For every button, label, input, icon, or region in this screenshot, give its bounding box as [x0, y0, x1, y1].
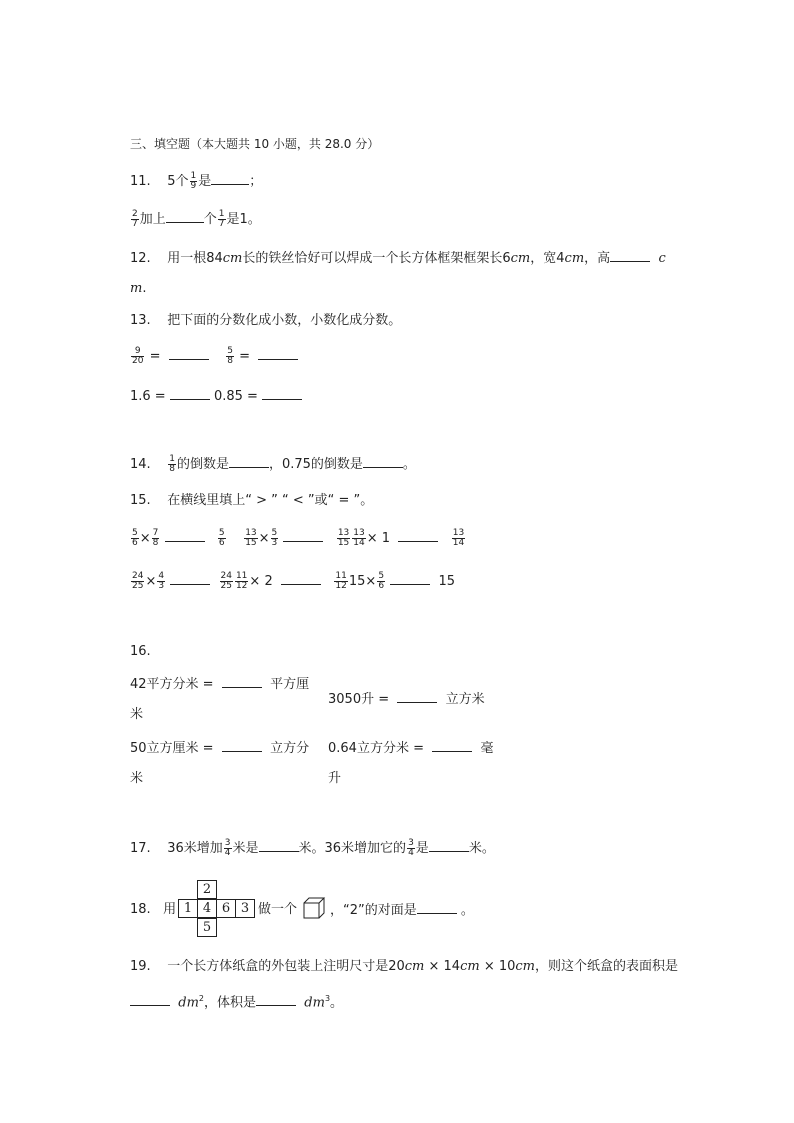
fraction: $\frac{5}{3}$: [271, 528, 278, 548]
question-16-r1-left-wrap: 米: [130, 707, 144, 722]
equals-sign: =: [239, 349, 251, 364]
text: 。: [460, 903, 474, 918]
question-number: 14.: [130, 457, 151, 472]
fraction: $\frac{11}{12}$: [335, 571, 347, 591]
question-11-line-2: [130, 210, 261, 229]
text: 3050升 =: [328, 692, 390, 707]
text: 立方分: [270, 741, 310, 756]
text: 0.64立方分米 =: [328, 741, 424, 756]
text: 5个: [167, 174, 189, 189]
answer-blank[interactable]: [170, 387, 210, 400]
question-17: [130, 839, 495, 858]
answer-blank[interactable]: [211, 172, 249, 185]
text: 加上: [139, 212, 166, 227]
net-cell: 1: [178, 899, 198, 918]
answer-blank[interactable]: [166, 210, 204, 223]
question-number: 12.: [130, 251, 151, 266]
question-number: 18.: [130, 902, 151, 917]
unit: m: [130, 281, 143, 296]
answer-blank[interactable]: [229, 455, 269, 468]
question-number: 17.: [130, 841, 151, 856]
question-number: 15.: [130, 493, 151, 508]
unit: cm: [564, 251, 585, 266]
text: 1: [381, 531, 391, 546]
text: 平方厘: [270, 677, 310, 692]
text: 。: [402, 457, 416, 472]
question-19-line-2: [130, 990, 343, 1012]
times-sign: ×: [366, 531, 378, 546]
text: 用一根84: [167, 251, 223, 266]
question-number: 19.: [130, 959, 151, 974]
answer-blank[interactable]: [429, 839, 469, 852]
question-16-r2-left-wrap: 米: [130, 771, 144, 786]
unit: cm: [510, 251, 531, 266]
text: .: [142, 281, 147, 296]
fraction: $\frac{3}{4}$: [408, 838, 414, 858]
unit: cm: [222, 251, 243, 266]
fraction: $\frac{5}{6}$: [132, 528, 138, 548]
text: 15: [348, 574, 366, 589]
answer-blank[interactable]: [397, 690, 437, 703]
question-12-line-2: [130, 280, 146, 298]
section-header: 三、填空题（本大题共 10 小题，共 28.0 分）: [130, 137, 380, 151]
text: 0.85 =: [213, 389, 258, 404]
answer-blank[interactable]: [170, 572, 210, 585]
answer-blank[interactable]: [256, 993, 296, 1006]
answer-blank[interactable]: [610, 249, 650, 262]
fraction: $\frac{24}{25}$: [132, 571, 144, 591]
text: 长的铁丝恰好可以焊成一个长方体框架框架长6: [242, 251, 511, 266]
answer-blank[interactable]: [390, 572, 430, 585]
fraction: $\frac{13}{14}$: [353, 528, 365, 548]
question-number: 11.: [130, 174, 151, 189]
text: 2: [264, 574, 273, 589]
fraction: $\frac{4}{3}$: [158, 571, 165, 591]
question-16-r2-left: [130, 739, 309, 758]
unit: c: [658, 251, 666, 266]
unit: cm: [515, 959, 535, 974]
question-12-line-1: [130, 249, 666, 268]
times-sign: ×: [145, 574, 157, 589]
answer-blank[interactable]: [169, 347, 209, 360]
cube-net: [178, 880, 256, 936]
answer-blank[interactable]: [222, 675, 262, 688]
exponent: 2: [198, 994, 205, 1003]
answer-blank[interactable]: [165, 529, 205, 542]
question-text: 在横线里填上“ > ” “ < ”或“ = ”。: [167, 493, 374, 508]
text: 是1。: [226, 212, 261, 227]
answer-blank[interactable]: [363, 455, 403, 468]
text: 米。: [468, 841, 495, 856]
answer-blank[interactable]: [259, 839, 299, 852]
fraction: $\frac{5}{6}$: [378, 571, 385, 591]
answer-blank[interactable]: [222, 739, 262, 752]
fraction: $\frac{1}{9}$: [190, 171, 197, 191]
text: ，0.75的倒数是: [268, 457, 363, 472]
fraction: $\frac{1}{8}$: [169, 454, 175, 474]
question-text: 把下面的分数化成小数，小数化成分数。: [167, 313, 402, 328]
fraction: $\frac{5}{6}$: [218, 528, 225, 548]
text: ，则这个纸盒的表面积是: [535, 959, 679, 974]
question-16-r1-left: [130, 675, 309, 694]
net-cell: 3: [235, 899, 255, 918]
question-13-line-3: [130, 387, 302, 406]
question-15-line-1: [130, 492, 373, 510]
text: × 10: [479, 959, 516, 974]
unit: cm: [460, 959, 480, 974]
times-sign: ×: [258, 531, 270, 546]
fraction: $\frac{1}{7}$: [218, 209, 225, 229]
times-sign: ×: [249, 574, 261, 589]
fraction: $\frac{9}{20}$: [132, 346, 144, 366]
text: 米。36米增加它的: [298, 841, 407, 856]
unit: cm: [404, 959, 425, 974]
question-13-line-1: [130, 312, 401, 330]
text: 36米增加: [167, 841, 223, 856]
text: ，宽4: [530, 251, 565, 266]
text: 米是: [232, 841, 259, 856]
text: 的倒数是: [176, 457, 229, 472]
text: 是: [415, 841, 429, 856]
times-sign: ×: [139, 531, 151, 546]
fraction: $\frac{13}{15}$: [245, 528, 257, 548]
answer-blank[interactable]: [262, 387, 302, 400]
net-cell: 2: [197, 880, 217, 899]
unit: dm: [178, 995, 199, 1011]
net-cell: 4: [197, 899, 217, 918]
fraction: $\frac{13}{15}$: [337, 528, 350, 548]
fraction: $\frac{3}{4}$: [224, 838, 231, 858]
question-16-r2-right: [328, 739, 494, 758]
answer-blank[interactable]: [258, 347, 298, 360]
answer-blank[interactable]: [417, 901, 457, 914]
text: 毫: [480, 741, 494, 756]
answer-blank[interactable]: [283, 529, 323, 542]
text: 立方米: [445, 692, 485, 707]
text: 15: [438, 574, 455, 589]
text: 42平方分米 =: [130, 677, 214, 692]
question-16-r1-right: [328, 690, 485, 709]
question-15-line-3: [130, 572, 455, 591]
question-18-end: [330, 901, 474, 920]
question-number: 16.: [130, 644, 151, 659]
times-sign: ×: [365, 574, 377, 589]
text: 50立方厘米 =: [130, 741, 214, 756]
text: ；: [249, 174, 263, 189]
unit: dm: [304, 995, 325, 1011]
question-18-mid: 做一个: [258, 902, 298, 917]
question-15-line-2: [130, 529, 466, 548]
text: 个: [203, 212, 217, 227]
fraction: $\frac{2}{7}$: [132, 209, 138, 229]
exponent: 3: [324, 994, 331, 1003]
answer-blank[interactable]: [432, 739, 472, 752]
fraction: $\frac{24}{25}$: [220, 571, 232, 591]
question-16-r2-right-wrap: 升: [328, 771, 342, 786]
text: ，体积是: [204, 995, 257, 1011]
fraction: $\frac{5}{8}$: [227, 346, 234, 366]
question-13-line-2: [130, 347, 298, 366]
text: 一个长方体纸盒的外包装上注明尺寸是20: [167, 959, 405, 974]
text: 用: [163, 902, 177, 917]
text: 是: [198, 174, 212, 189]
question-18-start: [130, 901, 176, 919]
text: 。: [330, 995, 344, 1011]
cube-icon: [302, 896, 326, 920]
equals-sign: =: [149, 349, 161, 364]
answer-blank[interactable]: [130, 993, 170, 1006]
fraction: $\frac{7}{8}$: [152, 528, 159, 548]
text: ，高: [584, 251, 611, 266]
question-number: 13.: [130, 313, 151, 328]
answer-blank[interactable]: [398, 529, 438, 542]
net-cell: 5: [197, 918, 217, 937]
text: × 14: [424, 959, 461, 974]
text: ，“2”的对面是: [330, 903, 417, 918]
question-11-line-1: [130, 172, 262, 191]
text: 1.6 =: [130, 389, 166, 404]
net-cell: 6: [216, 899, 236, 918]
fraction: $\frac{13}{14}$: [452, 528, 465, 548]
question-14: [130, 455, 416, 474]
fraction: $\frac{11}{12}$: [235, 571, 248, 591]
question-19-line-1: [130, 958, 678, 976]
answer-blank[interactable]: [281, 572, 321, 585]
